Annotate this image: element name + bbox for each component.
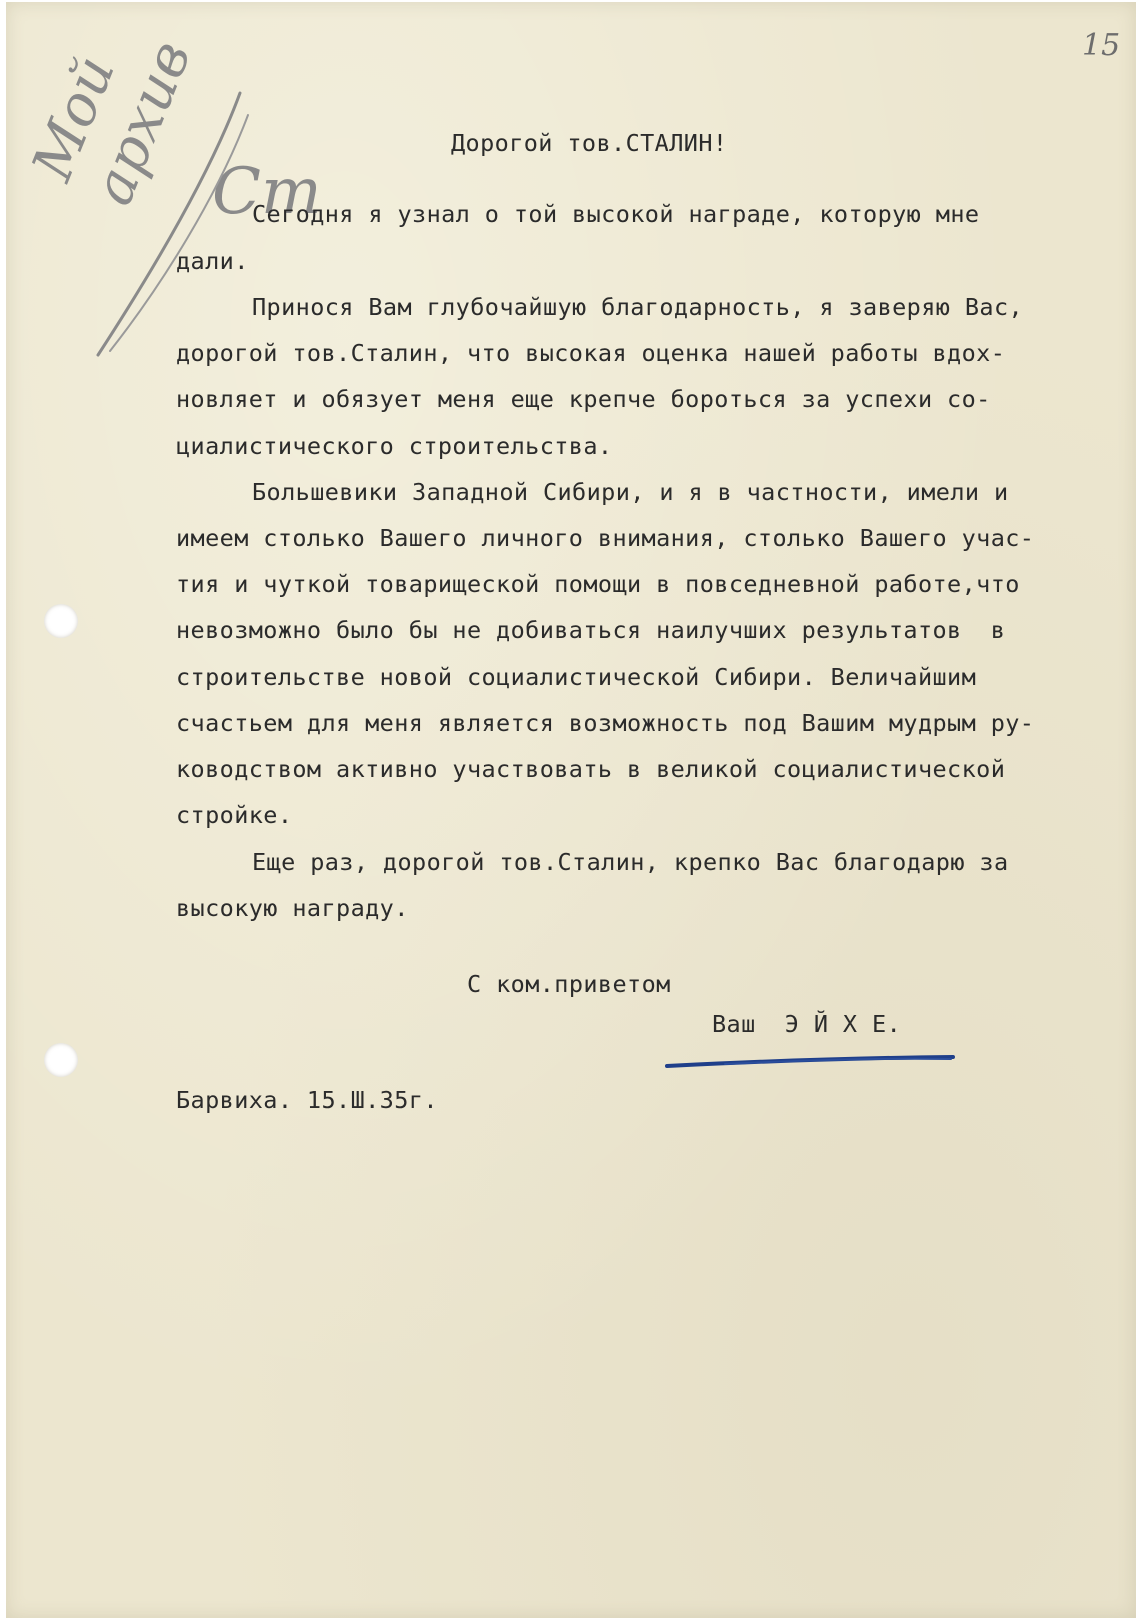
signature-ink-stroke bbox=[665, 1054, 955, 1070]
body-line-1: Сегодня я узнал о той высокой награде, которую мне bbox=[252, 200, 980, 228]
body-line-2: дали. bbox=[176, 247, 249, 275]
signature-line: Ваш Э Й Х Е. bbox=[712, 1010, 902, 1038]
place-date: Барвиха. 15.Ш.35г. bbox=[176, 1086, 438, 1114]
punch-hole-top bbox=[44, 604, 78, 638]
margin-initial: Ст bbox=[212, 155, 322, 229]
punch-hole-bottom bbox=[44, 1043, 78, 1077]
body-line-7: Большевики Западной Сибири, и я в частности, имели и bbox=[252, 478, 1009, 506]
body-line-5: новляет и обязует меня еще крепче бороться за успехи со- bbox=[176, 385, 991, 413]
margin-pencil-stroke bbox=[90, 85, 250, 365]
letter-heading: Дорогой тов.СТАЛИН! bbox=[451, 129, 728, 157]
body-line-12: счастьем для меня является возможность под Вашим мудрым ру- bbox=[176, 709, 1035, 737]
body-line-16: высокую награду. bbox=[176, 894, 409, 922]
closing-line: С ком.приветом bbox=[467, 970, 671, 998]
page-number: 15 bbox=[1082, 28, 1121, 63]
body-line-10: невозможно было бы не добиваться наилучших результатов в bbox=[176, 616, 1006, 644]
body-line-4: дорогой тов.Сталин, что высокая оценка нашей работы вдох- bbox=[176, 339, 1006, 367]
margin-note: Мой архив bbox=[20, 32, 205, 214]
body-line-8: имеем столько Вашего личного внимания, столько Вашего учас- bbox=[176, 524, 1035, 552]
body-line-14: стройке. bbox=[176, 801, 293, 829]
body-line-3: Принося Вам глубочайшую благодарность, я заверяю Вас, bbox=[252, 293, 1024, 321]
body-line-15: Еще раз, дорогой тов.Сталин, крепко Вас благодарю за bbox=[252, 848, 1009, 876]
body-line-6: циалистического строительства. bbox=[176, 432, 613, 460]
body-line-13: ководством активно участвовать в великой социалистической bbox=[176, 755, 1006, 783]
body-line-11: строительстве новой социалистической Сибири. Величайшим bbox=[176, 663, 977, 691]
body-line-9: тия и чуткой товарищеской помощи в повседневной работе,что bbox=[176, 570, 1020, 598]
